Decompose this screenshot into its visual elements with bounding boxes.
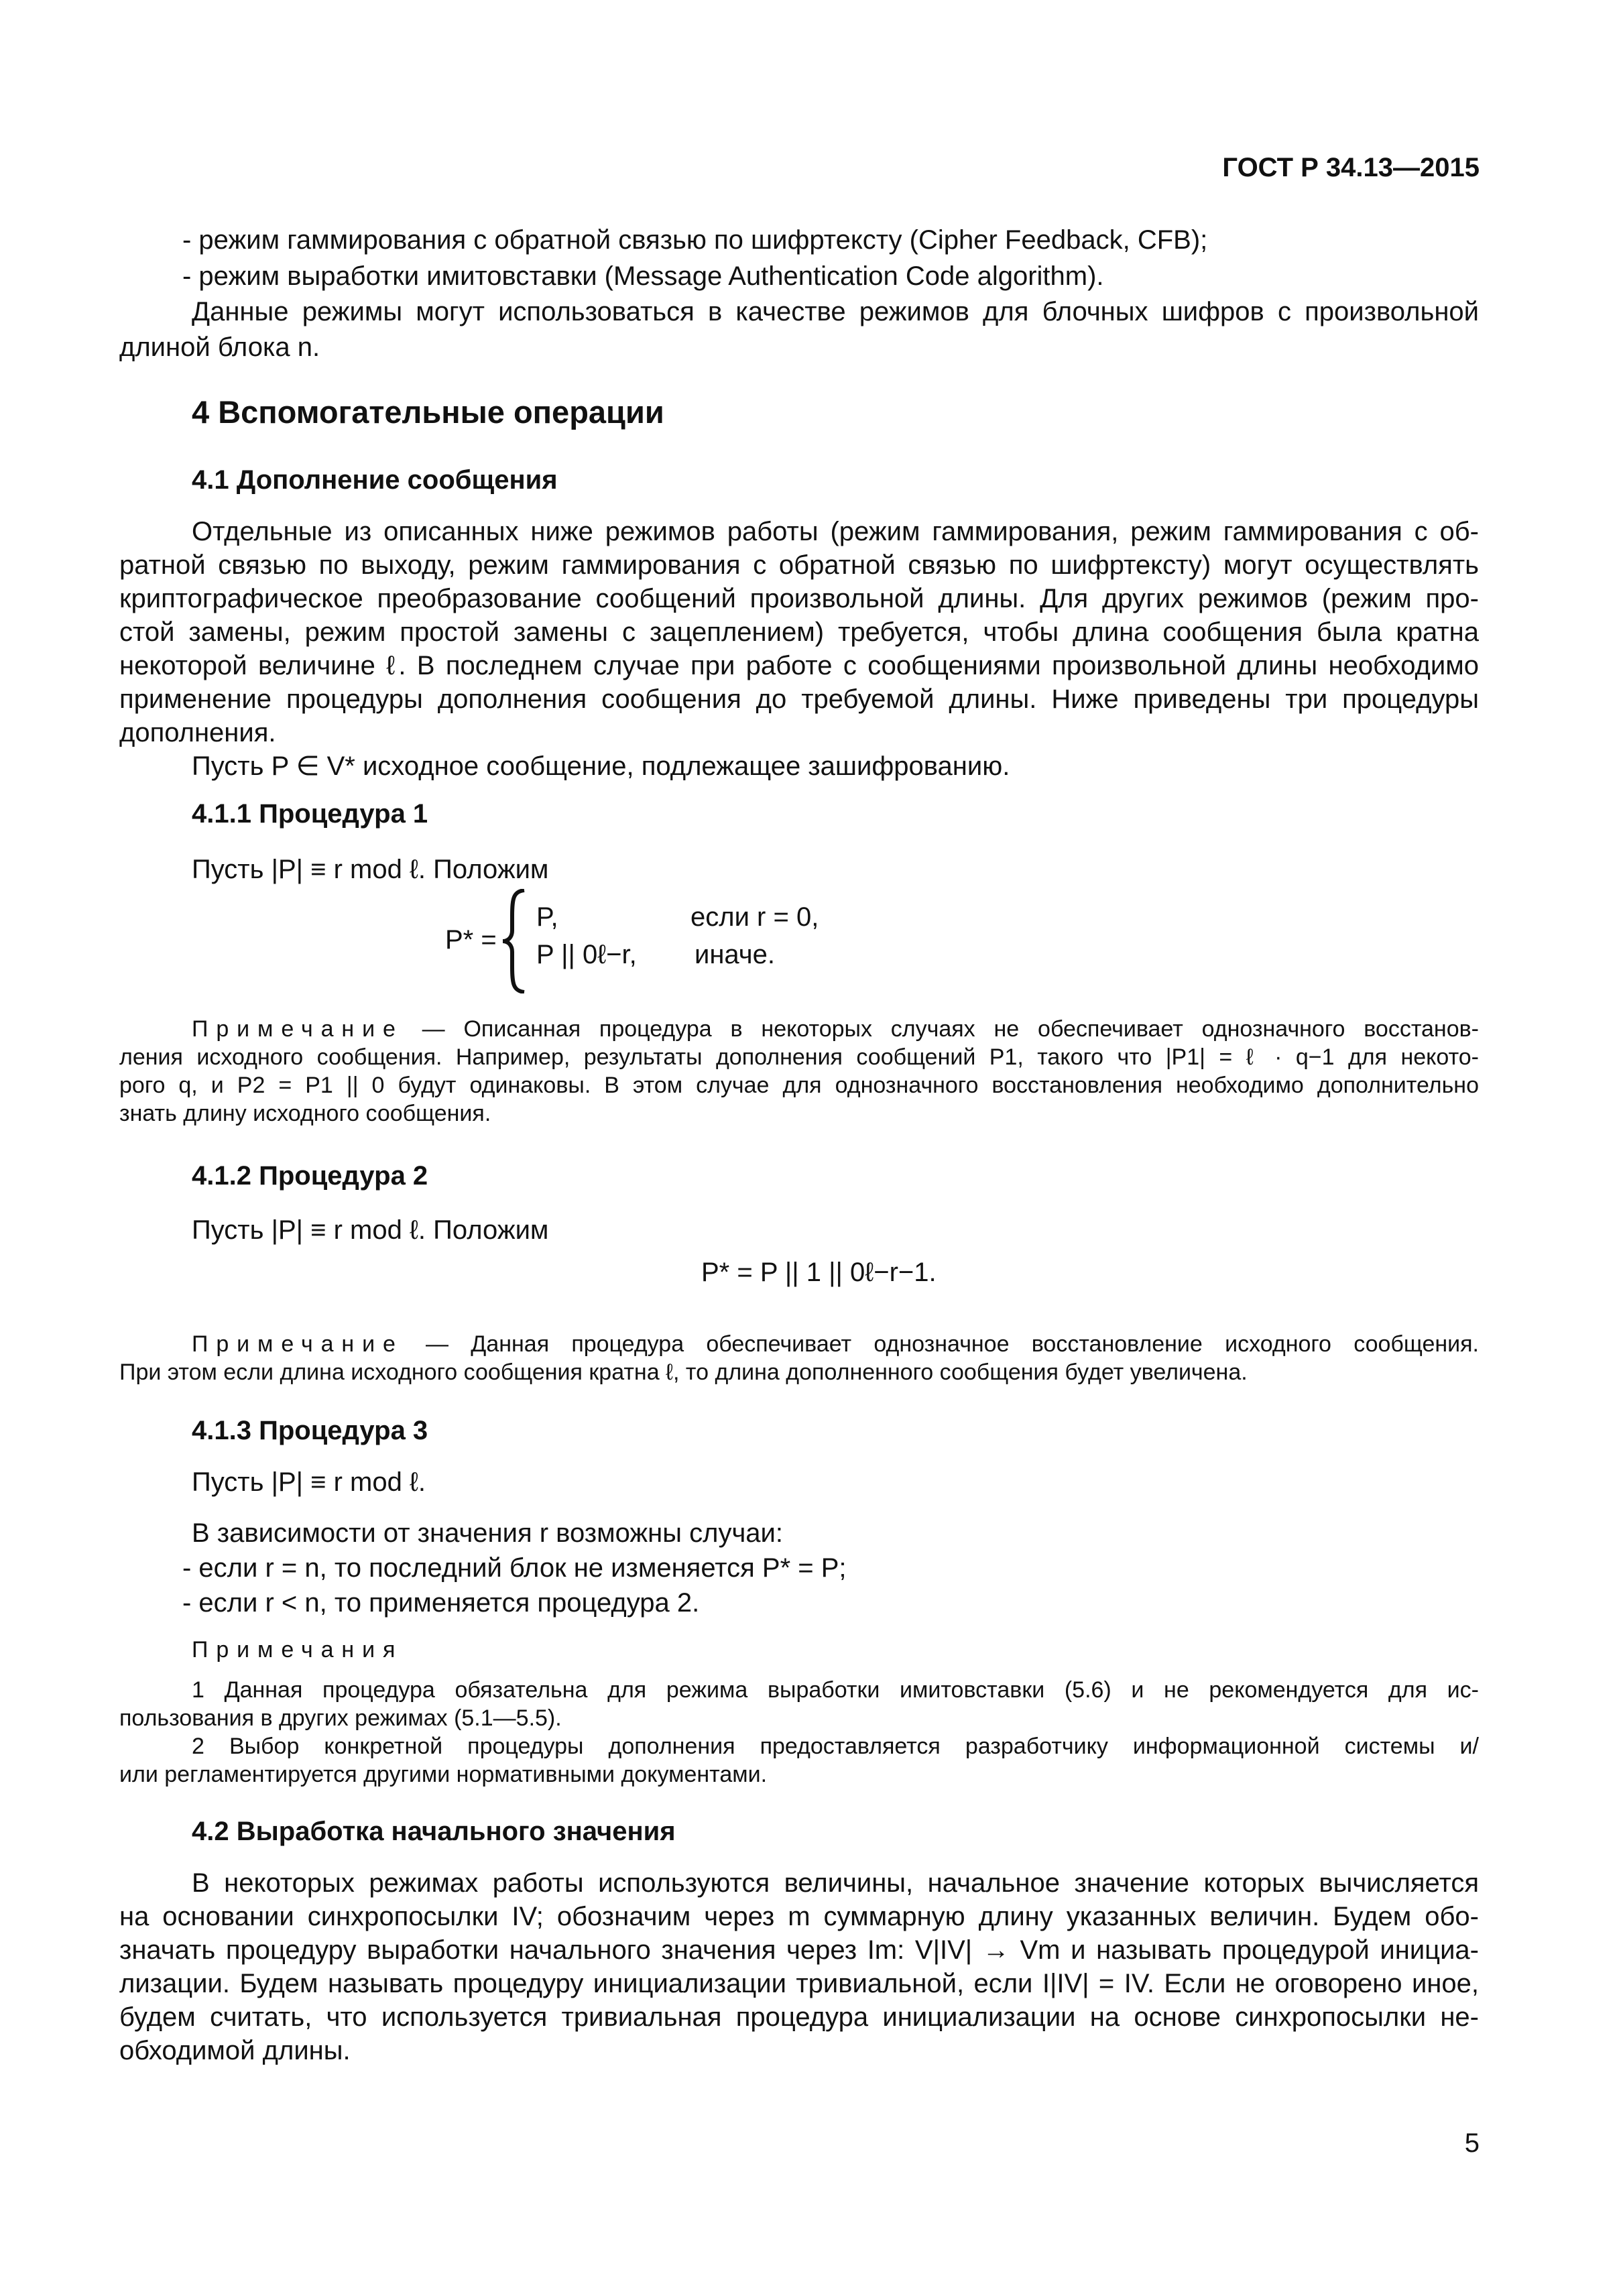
formula-case-2-condition: иначе. bbox=[695, 940, 775, 969]
document-standard-number: ГОСТ Р 34.13—2015 bbox=[1222, 153, 1480, 182]
paragraph-line: криптографическое преобразование сообщений произвольной длины. Для других режимов (режим про- bbox=[119, 584, 1479, 613]
paragraph-line: ратной связью по выходу, режим гаммирования с обратной связью по шифртексту) могут осуществлять bbox=[119, 550, 1479, 580]
note-line: или регламентируется другими нормативными документами. bbox=[119, 1762, 768, 1787]
paragraph-line: Отдельные из описанных ниже режимов работы (режим гаммирования, режим гаммирования с об- bbox=[192, 517, 1479, 546]
brace-icon bbox=[501, 889, 528, 993]
procedure-3-case-2: - если r < n, то применяется процедура 2. bbox=[182, 1588, 700, 1618]
bullet-cfb: - режим гаммирования с обратной связью по шифртексту (Cipher Feedback, CFB); bbox=[182, 225, 1208, 255]
procedure-3-let: Пусть |P| ≡ r mod ℓ. bbox=[192, 1467, 426, 1497]
note-line: ления исходного сообщения. Например, результаты дополнения сообщений P1, такого что |P1| = ℓ · q−1 для некото- bbox=[119, 1044, 1479, 1070]
intro-paragraph-line-2: длиной блока n. bbox=[119, 333, 320, 362]
note-line: 2 Выбор конкретной процедуры дополнения предоставляется разработчику информационной системы и/ bbox=[192, 1734, 1479, 1759]
section-4-1-paragraph bbox=[119, 515, 1479, 749]
section-4-title: 4 Вспомогательные операции bbox=[192, 394, 664, 430]
paragraph-line: на основании синхропосылки IV; обозначим через m суммарную длину указанных величин. Будем обо- bbox=[119, 1902, 1479, 1931]
intro-paragraph-line-1: Данные режимы могут использоваться в качестве режимов для блочных шифров с произвольной bbox=[192, 297, 1479, 326]
section-4-1-title: 4.1 Дополнение сообщения bbox=[192, 465, 558, 495]
note-line bbox=[119, 1330, 1479, 1358]
paragraph-line: применение процедуры дополнения сообщения до требуемой длины. Ниже приведены три процедуры bbox=[119, 684, 1479, 714]
procedure-3-title: 4.1.3 Процедура 3 bbox=[192, 1416, 428, 1445]
note-line: знать длину исходного сообщения. bbox=[119, 1101, 491, 1126]
paragraph-line: В некоторых режимах работы используются величины, начальное значение которых вычисляется bbox=[192, 1868, 1479, 1898]
procedure-2-note bbox=[119, 1330, 1479, 1386]
procedure-3-cases-intro: В зависимости от значения r возможны случаи: bbox=[192, 1518, 783, 1548]
note-label: Примечание bbox=[192, 1016, 404, 1042]
procedure-1-title: 4.1.1 Процедура 1 bbox=[192, 799, 428, 829]
paragraph-line: лизации. Будем называть процедуру инициализации тривиальной, если I|IV| = IV. Если не оговорено иное, bbox=[119, 1969, 1480, 1998]
section-4-2-title: 4.2 Выработка начального значения bbox=[192, 1817, 676, 1846]
note-line: При этом если длина исходного сообщения кратна ℓ, то длина дополненного сообщения будет увеличена. bbox=[119, 1360, 1248, 1385]
procedure-2-title: 4.1.2 Процедура 2 bbox=[192, 1161, 428, 1191]
paragraph-line: будем считать, что используется тривиальная процедура инициализации на основе синхропосылки не- bbox=[119, 2002, 1479, 2032]
bullet-mac: - режим выработки имитовставки (Message Authentication Code algorithm). bbox=[182, 261, 1104, 291]
formula-case-2-value: P || 0ℓ−r, bbox=[536, 940, 637, 969]
procedure-2-formula: P* = P || 1 || 0ℓ−r−1. bbox=[701, 1258, 937, 1287]
section-4-2-paragraph bbox=[119, 1866, 1479, 2067]
procedure-3-notes-label: Примечания bbox=[192, 1637, 404, 1663]
paragraph-line: обходимой длины. bbox=[119, 2036, 351, 2065]
paragraph-line: значать процедуру выработки начального значения через Im: V|IV| → Vm и называть процедурой инициа- bbox=[119, 1935, 1479, 1965]
formula-lhs: P* = bbox=[445, 925, 497, 955]
procedure-1-note bbox=[119, 1015, 1479, 1128]
paragraph-line: стой замены, режим простой замены с зацеплением) требуется, чтобы длина сообщения была кратна bbox=[119, 617, 1479, 647]
formula-case-1-value: P, bbox=[536, 902, 558, 932]
procedure-2-let: Пусть |P| ≡ r mod ℓ. Положим bbox=[192, 1215, 549, 1245]
formula-case-1-condition: если r = 0, bbox=[690, 902, 819, 932]
note-line bbox=[119, 1015, 1479, 1043]
procedure-3-case-1: - если r = n, то последний блок не изменяется P* = P; bbox=[182, 1553, 847, 1583]
paragraph-line: дополнения. bbox=[119, 718, 276, 747]
note-line: пользования в других режимах (5.1—5.5). bbox=[119, 1705, 562, 1731]
note-text: — Описанная процедура в некоторых случаях не обеспечивает однозначного восстанов- bbox=[422, 1016, 1479, 1042]
note-text: — Данная процедура обеспечивает однозначное восстановление исходного сообщения. bbox=[426, 1331, 1479, 1357]
note-label: Примечание bbox=[192, 1331, 404, 1357]
procedure-3-notes bbox=[119, 1676, 1479, 1789]
note-line: рого q, и P2 = P1 || 0 будут одинаковы. В этом случае для однозначного восстановления необходимо дополнительно bbox=[119, 1073, 1479, 1098]
page-number: 5 bbox=[1464, 2128, 1480, 2158]
message-definition-line: Пусть P ∈ V* исходное сообщение, подлежащее зашифрованию. bbox=[192, 751, 1010, 781]
paragraph-line: некоторой величине ℓ. В последнем случае при работе с сообщениями произвольной длины необходимо bbox=[119, 651, 1479, 680]
note-line: 1 Данная процедура обязательна для режима выработки имитовставки (5.6) и не рекомендуется для ис- bbox=[192, 1677, 1479, 1703]
procedure-1-let: Пусть |P| ≡ r mod ℓ. Положим bbox=[192, 855, 549, 884]
